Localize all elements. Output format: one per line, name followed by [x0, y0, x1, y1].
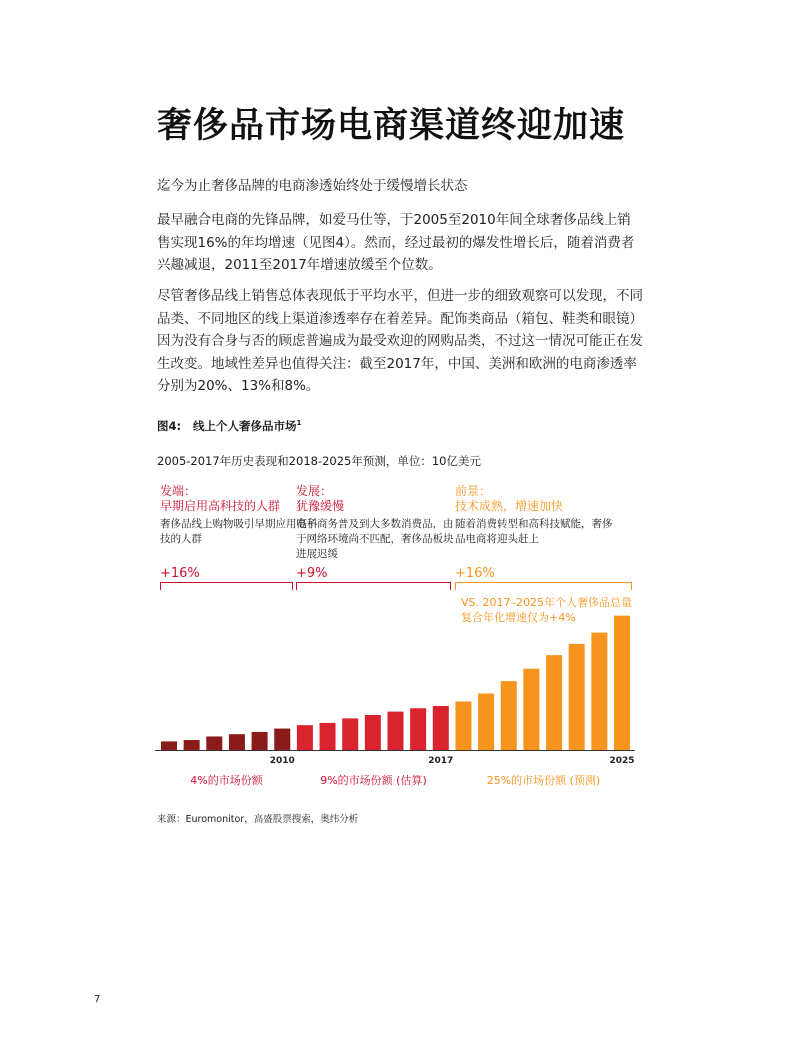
- phase-early-bracket: [160, 582, 293, 590]
- bar-2007: [206, 736, 222, 750]
- bar-2009: [252, 732, 268, 750]
- phase-outlook-description: 随着消费转型和高科技赋能，奢侈品电商将迎头赶上: [455, 518, 613, 545]
- phase-early-title-1: 发端：: [160, 484, 197, 498]
- phase-early-title-2: 早期启用高科技的人群: [160, 499, 281, 513]
- phase-development-title-1: 发展：: [296, 484, 333, 498]
- section-subtitle: 迄今为止奢侈品牌的电商渗透始终处于缓慢增长状态: [157, 178, 468, 194]
- phase-outlook-title-1: 前景：: [455, 484, 492, 498]
- bar-2023: [569, 644, 585, 750]
- bar-2024: [591, 633, 607, 750]
- bar-2012: [320, 723, 336, 750]
- bar-2025: [614, 616, 630, 750]
- bar-2016: [410, 708, 426, 750]
- phase-early-growth: +16%: [160, 566, 200, 581]
- bar-2006: [184, 740, 200, 750]
- phase-early-share: 4%的市场份额: [190, 774, 263, 787]
- phase-outlook-share: 25%的市场份额 (预测): [486, 774, 601, 787]
- phase-outlook-bracket: [455, 582, 632, 590]
- phase-outlook: [455, 484, 615, 581]
- bar-2020: [501, 681, 517, 750]
- page-number: 7: [94, 994, 101, 1005]
- phase-development-title-2: 犹豫缓慢: [296, 499, 345, 513]
- phase-development-growth: +9%: [296, 566, 328, 581]
- bar-2014: [365, 715, 381, 750]
- figure-label: 图4:: [157, 419, 182, 433]
- bar-2022: [546, 655, 562, 750]
- bar-2008: [229, 734, 245, 750]
- cagr-annotation-line-2: 复合年化增速仅为+4%: [461, 611, 576, 624]
- figure-footnote-mark: 1: [296, 419, 302, 428]
- figure-subtitle: 2005-2017年历史表现和2018-2025年预测，单位：10亿美元: [157, 454, 481, 468]
- bar-2011: [297, 725, 313, 750]
- figure-title: [157, 418, 301, 434]
- bar-2013: [342, 718, 358, 750]
- tick-label-2017: 2017: [428, 756, 454, 766]
- bar-2019: [478, 694, 494, 750]
- cagr-annotation-line-1: VS. 2017–2025年个人奢侈品总量: [461, 596, 632, 609]
- figure-title-text: 线上个人奢侈品市场: [193, 419, 297, 433]
- phase-development: [296, 484, 456, 581]
- phase-development-bracket: [296, 582, 451, 590]
- bar-2010: [274, 729, 290, 750]
- bar-2015: [388, 712, 404, 750]
- phase-outlook-title-2: 技术成熟，增速加快: [455, 499, 564, 513]
- bar-2017: [433, 706, 449, 750]
- bar-2005: [161, 741, 177, 750]
- page-title: 奢侈品市场电商渠道终迎加速: [157, 106, 626, 146]
- phase-development-share: 9%的市场份额 (估算): [320, 774, 427, 787]
- bar-2018: [455, 701, 471, 750]
- bar-chart: [155, 600, 640, 770]
- bar-2021: [523, 669, 539, 750]
- figure-source: 来源：Euromonitor，高盛股票搜索，奥纬分析: [157, 814, 359, 825]
- paragraph-2: 尽管奢侈品线上销售总体表现低于平均水平，但进一步的细致观察可以发现，不同品类、不同地区的线上渠道渗透率存在着差异。配饰类商品（箱包、鞋类和眼镜）因为没有合身与否的顾虑普遍成为最受欢迎的网购品类，不过这一情况可能正在发生改变。地域性差异也值得关注：截至2017年，中国、美洲和欧洲的电商渗透率分别为20%、13%和8%。: [157, 288, 643, 394]
- phase-development-description: 电子商务普及到大多数消费品，由于网络环境尚不匹配，奢侈品板块进展迟缓: [296, 518, 454, 560]
- phase-early-description: 奢侈品线上购物吸引早期应用高科技的人群: [160, 518, 318, 545]
- cagr-annotation: [461, 595, 632, 625]
- paragraph-1: 最早融合电商的先锋品牌，如爱马仕等，于2005至2010年间全球奢侈品线上销售实现16%的年均增速（见图4）。然而，经过最初的爆发性增长后，随着消费者兴趣减退，2011至2017年增速放缓至个位数。: [157, 212, 635, 273]
- phase-outlook-growth: +16%: [455, 566, 495, 581]
- tick-label-2010: 2010: [269, 756, 295, 766]
- tick-label-2025: 2025: [609, 756, 635, 766]
